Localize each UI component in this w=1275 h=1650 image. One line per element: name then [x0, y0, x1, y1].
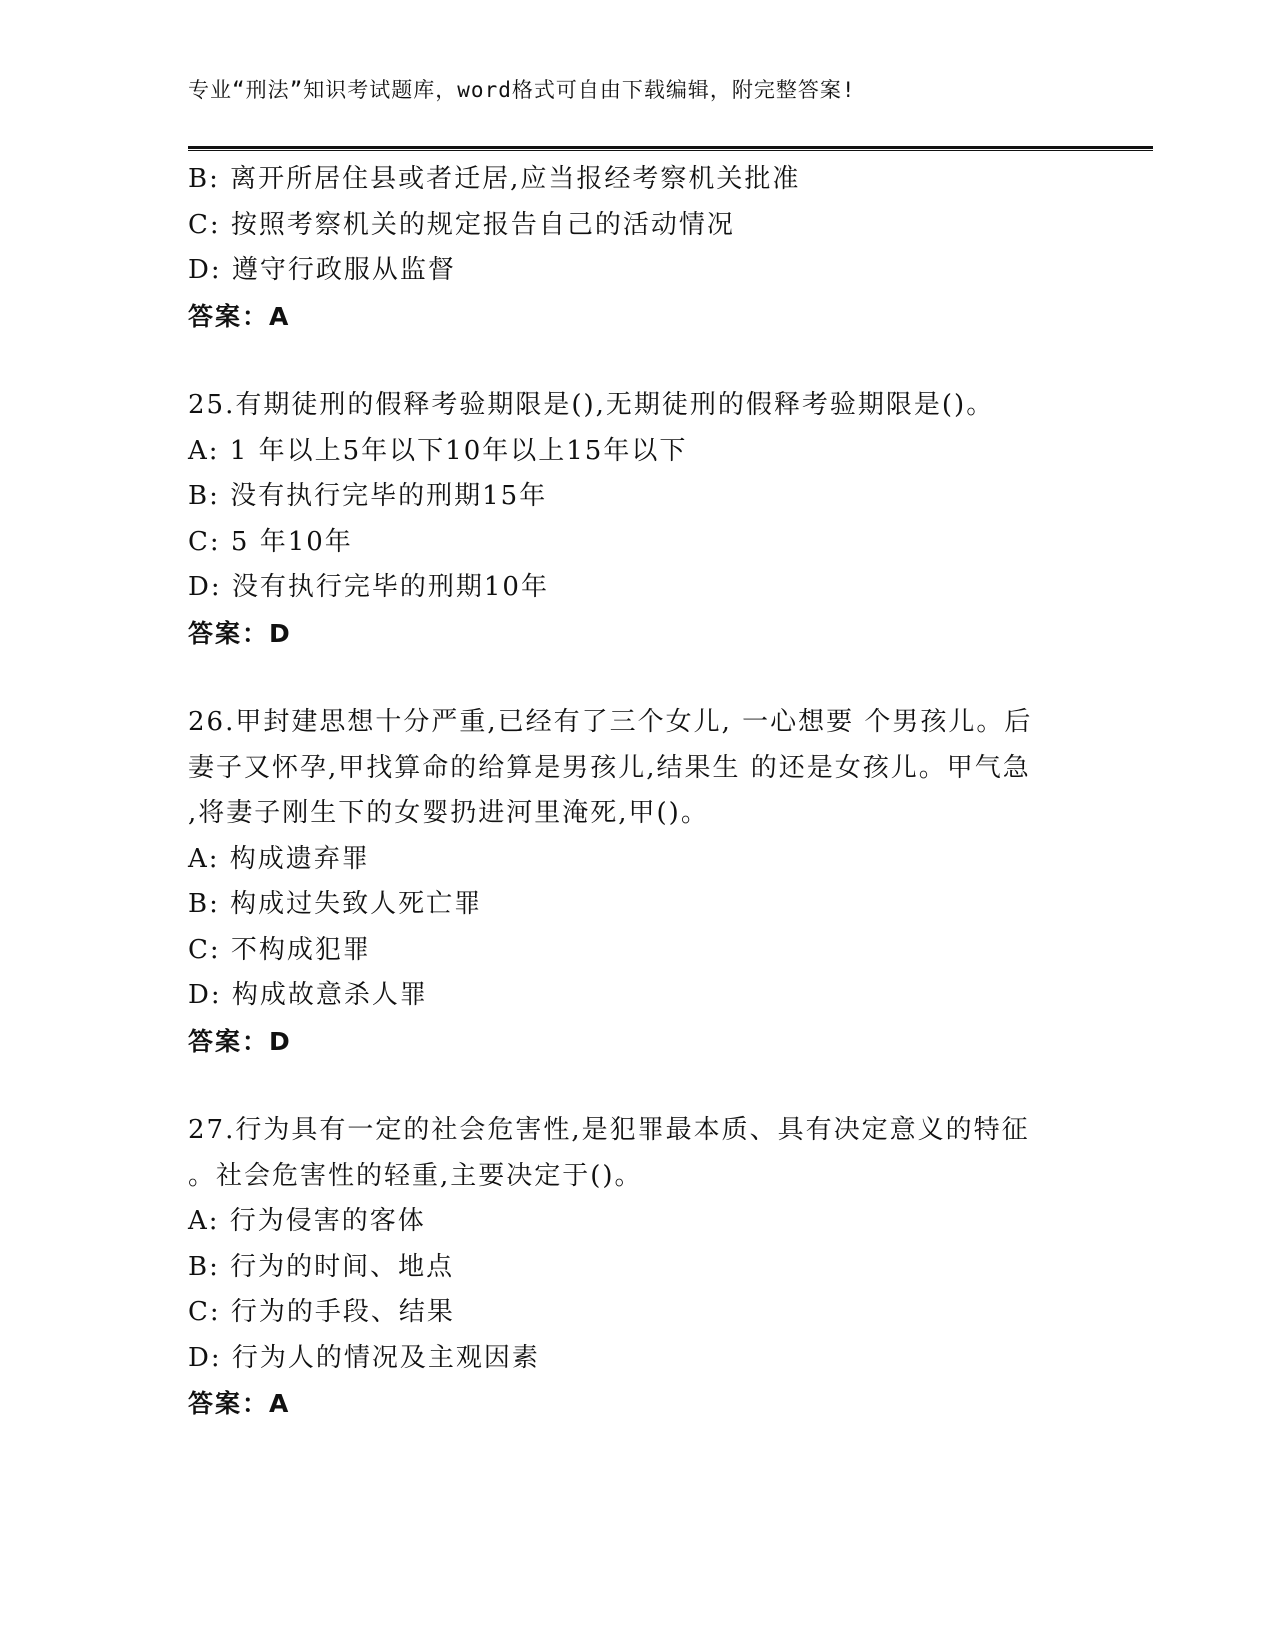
- question-stem-cont: 。社会危害性的轻重,主要决定于()。: [188, 1160, 643, 1191]
- question-stem: 25.有期徒刑的假释考验期限是(),无期徒刑的假释考验期限是()。: [188, 390, 995, 420]
- option-a: A: 行为侵害的客体: [188, 1206, 426, 1236]
- header-divider: [188, 146, 1153, 151]
- option-b: B: 离开所居住县或者迁居,应当报经考察机关批准: [188, 164, 801, 194]
- option-d: D: 行为人的情况及主观因素: [188, 1342, 540, 1373]
- question-25: [188, 383, 1088, 656]
- answer-line: 答案：A: [188, 301, 291, 331]
- option-d: D: 遵守行政服从监督: [188, 255, 456, 285]
- question-stem: 26.甲封建思想十分严重,已经有了三个女儿, 一心想要 个男孩儿。后: [188, 707, 1033, 737]
- option-c: C: 不构成犯罪: [188, 934, 371, 965]
- answer-line: 答案：D: [188, 1026, 292, 1056]
- page-header: 专业“刑法”知识考试题库，word格式可自由下载编辑，附完整答案!: [188, 78, 856, 102]
- option-d: D: 没有执行完毕的刑期10年: [188, 572, 549, 602]
- question-stem-cont: ,将妻子刚生下的女婴扔进河里淹死,甲()。: [188, 798, 709, 828]
- question-list: [188, 157, 1088, 1427]
- option-c: C: 按照考察机关的规定报告自己的活动情况: [188, 209, 735, 240]
- option-a: A: 构成遗弃罪: [188, 843, 370, 874]
- continued-question: [188, 157, 1088, 339]
- option-b: B: 构成过失致人死亡罪: [188, 889, 483, 919]
- option-c: C: 行为的手段、结果: [188, 1297, 455, 1327]
- question-26: [188, 700, 1088, 1064]
- option-d: D: 构成故意杀人罪: [188, 980, 428, 1010]
- option-b: B: 行为的时间、地点: [188, 1251, 455, 1282]
- option-b: B: 没有执行完毕的刑期15年: [188, 481, 548, 511]
- answer-line: 答案：D: [188, 618, 292, 648]
- question-27: [188, 1108, 1088, 1427]
- question-stem-cont: 妻子又怀孕,甲找算命的给算是男孩儿,结果生 的还是女孩儿。甲气急: [188, 752, 1031, 783]
- answer-line: 答案：A: [188, 1389, 291, 1418]
- option-a: A: 1 年以上5年以下10年以上15年以下: [188, 435, 688, 466]
- question-stem: 27.行为具有一定的社会危害性,是犯罪最本质、具有决定意义的特征: [188, 1115, 1030, 1145]
- option-c: C: 5 年10年: [188, 526, 353, 557]
